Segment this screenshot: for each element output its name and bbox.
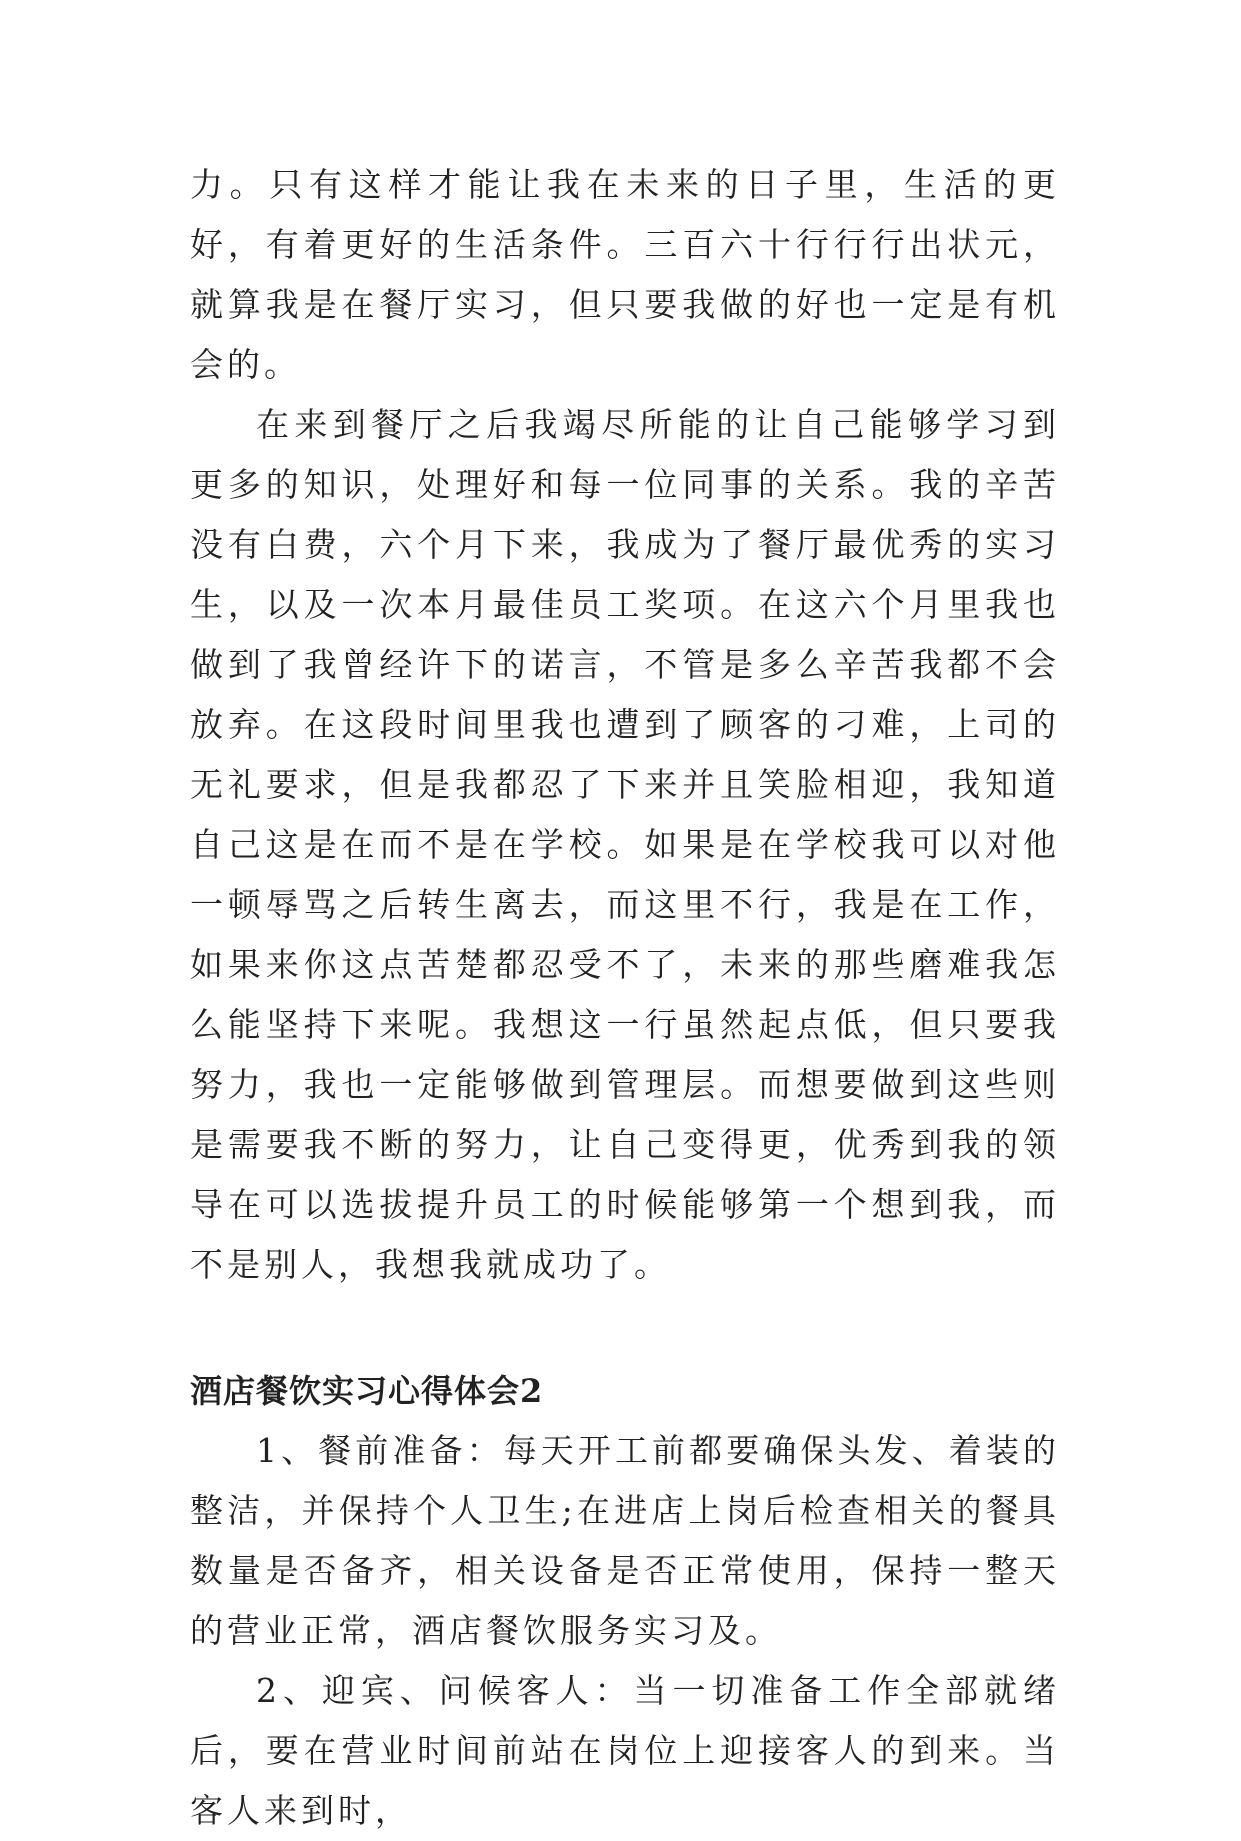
paragraph-restaurant-experience: 在来到餐厅之后我竭尽所能的让自己能够学习到更多的知识，处理好和每一位同事的关系。我的辛苦没有白费，六个月下来，我成为了餐厅最优秀的实习生，以及一次本月最佳员工奖项。在这六个月里我也做到了我曾经许下的诺言，不管是多么辛苦我都不会放弃。在这段时间里我也遭到了顾客的刁难，上司的无礼要求，但是我都忍了下来并且笑脸相迎，我知道自己这是在而不是在学校。如果是在学校我可以对他一顿辱骂之后转生离去，而这里不行，我是在工作，如果来你这点苦楚都忍受不了，未来的那些磨难我怎么能坚持下来呢。我想这一行虽然起点低，但只要我努力，我也一定能够做到管理层。而想要做到这些则是需要我不断的努力，让自己变得更，优秀到我的领导在可以选拔提升员工的时候能够第一个想到我，而不是别人，我想我就成功了。 [190,405,1060,1284]
paragraph-greeting: 2、迎宾、问候客人：当一切准备工作全部就绪后，要在营业时间前站在岗位上迎接客人的到来。当客人来到时， [190,1671,1060,1830]
paragraph-continuation: 力。只有这样才能让我在未来的日子里，生活的更好，有着更好的生活条件。三百六十行行行出状元，就算我是在餐厅实习，但只要我做的好也一定是有机会的。 [190,165,1060,384]
section-title: 酒店餐饮实习心得体会2 [190,1372,544,1410]
paragraph-preparation: 1、餐前准备：每天开工前都要确保头发、着装的整洁，并保持个人卫生;在进店上岗后检查相关的餐具数量是否备齐，相关设备是否正常使用，保持一整天的营业正常，酒店餐饮服务实习及。 [190,1431,1060,1650]
document-body [190,155,1060,1841]
